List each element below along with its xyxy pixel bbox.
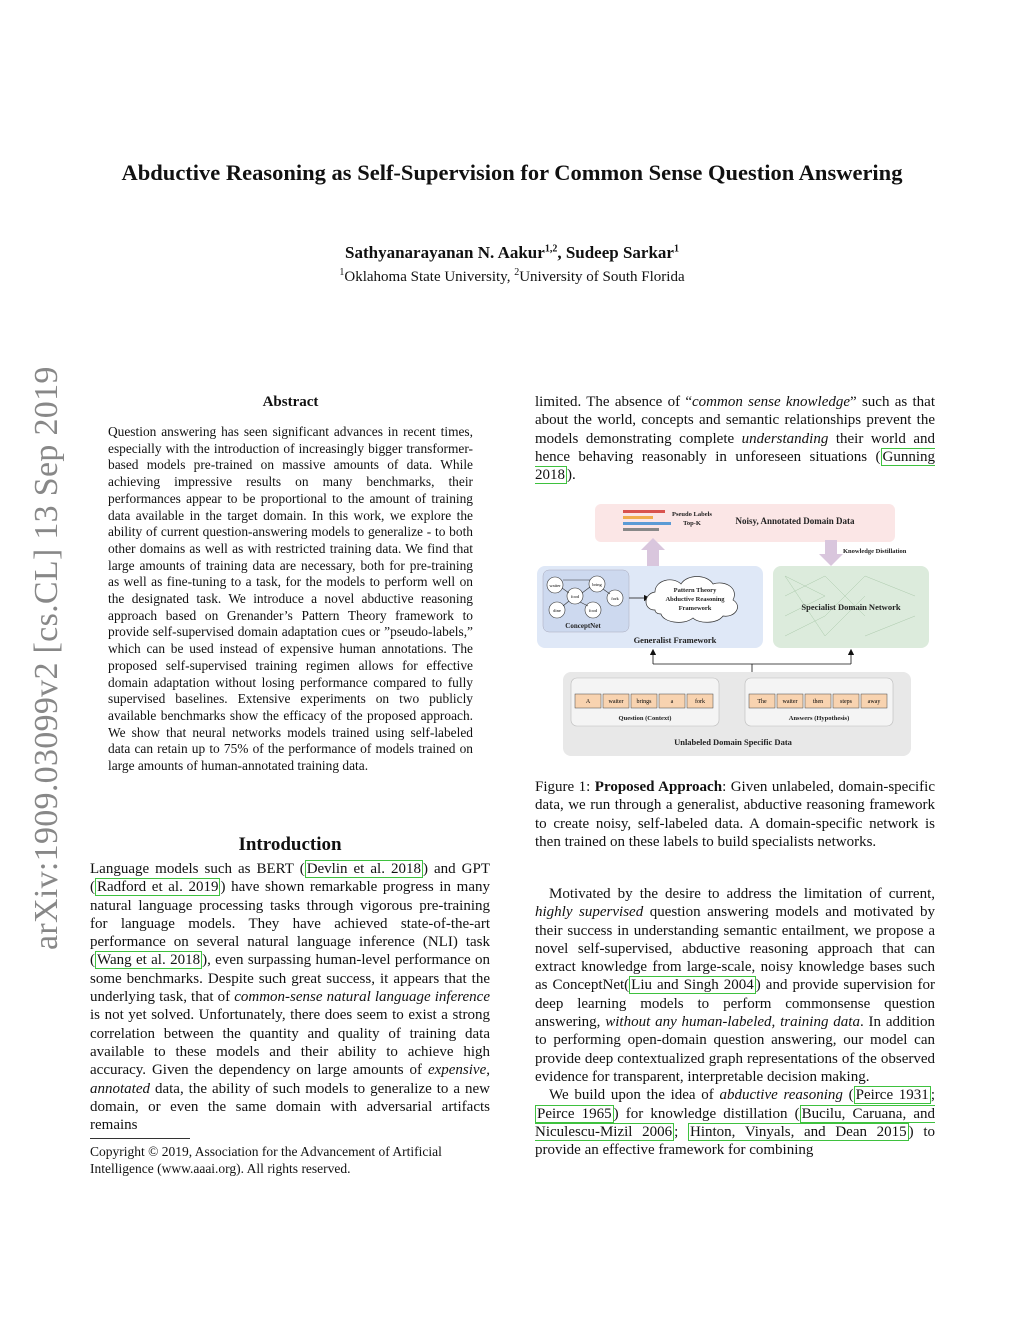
up-arrow: [641, 538, 665, 566]
abductive-reasoning-label: Abductive Reasoning: [665, 596, 725, 603]
affil-2-mark: 2: [514, 267, 520, 278]
conceptnet-label: ConceptNet: [565, 622, 601, 630]
graph-node-label: food: [588, 608, 598, 613]
author-1: Sathyanarayanan N. Aakur: [345, 243, 545, 262]
answer-label: Answers (Hypothesis): [788, 715, 850, 722]
author-2-affil: 1: [673, 243, 679, 255]
label-bar-4: [623, 528, 659, 531]
author-2: Sudeep Sarkar: [565, 243, 674, 262]
citation-link[interactable]: Radford et al. 2019: [97, 879, 219, 896]
citation-link[interactable]: Wang et al. 2018: [97, 952, 201, 969]
noisy-data-label: Noisy, Annotated Domain Data: [735, 516, 855, 526]
token: The: [757, 699, 767, 705]
affil-1: Oklahoma State University,: [344, 269, 515, 285]
pseudo-labels-label: Pseudo Labels: [672, 511, 712, 518]
token: A: [585, 699, 591, 705]
pattern-theory-label: Pattern Theory: [673, 587, 717, 594]
down-arrow: [819, 540, 843, 566]
author-separator: ,: [557, 243, 566, 262]
citation-link[interactable]: Peirce 1965: [537, 1105, 612, 1122]
graph-node-label: waiter: [549, 583, 561, 588]
label-bar-1: [623, 510, 665, 513]
token: brings: [636, 699, 652, 705]
label-bar-2: [623, 516, 653, 519]
right-column-body: [535, 885, 935, 1159]
unlabeled-data-label: Unlabeled Domain Specific Data: [674, 737, 792, 747]
citation-link[interactable]: Liu and Singh 2004: [631, 977, 754, 994]
token: waiter: [782, 699, 798, 705]
citation-link[interactable]: Hinton, Vinyals, and Dean 2015: [690, 1123, 907, 1140]
graph-node-label: fork: [611, 596, 619, 601]
author-line: [0, 243, 1024, 263]
citation-link[interactable]: Peirce 1931: [855, 1087, 929, 1104]
copyright-symbol: ©: [148, 1144, 159, 1159]
affil-2: University of South Florida: [519, 269, 685, 285]
paper-title: Abductive Reasoning as Self-Supervision for Common Sense Question Answering: [121, 160, 903, 185]
specialist-network-label: Specialist Domain Network: [801, 602, 901, 612]
affiliations: [0, 267, 1024, 286]
figure-1-diagram: [535, 500, 935, 762]
introduction-text: Language models such as BERT ( Devlin et al. 2018 ) and GPT ( Radford et al. 2019 ) have shown remarkable progress in many natural language processing tasks through vigorous pre-training for language models. They have achieved state-of-the-art performance on several natural language inference (NLI) task ( Wang et al. 2018 ), even surpassing human-level performance on some benchmarks. Despite such great success, it appears that the underlying task, that of common-sense natural language inference is not yet solved. Unfortunately, there does seem to exist a strong correlation between the quantity and quality of training data available to these models and their ability to achieve high accuracy. Given the dependency on large amounts of expensive, annotated data, the ability of such models to generalize to a new domain, or even the same domain with adversarial artifacts remains: [90, 861, 490, 1134]
graph-node-label: bring: [592, 582, 602, 587]
graph-node-label: food: [570, 594, 580, 599]
question-tokens: [575, 694, 713, 708]
footnote-rule: [90, 1138, 190, 1139]
paragraph: Motivated by the desire to address the limitation of current, highly supervised question answering models and motivated by their success in understanding semantic entailment, we propose a novel self-supervised, abductive reasoning approach that can extract knowledge from large-scale, noisy knowledge bases such as ConceptNet( Liu and Singh 2004 ) and provide supervision for deep learning models to perform commonsense question answering, without any human-labeled, training data. In addition to performing open-domain question answering, our model can provide deep contextualized graph representations of the observed evidence for transparent, interpretable decision making.: [535, 886, 936, 1085]
graph-node-label: dine: [553, 608, 561, 613]
figure-caption: Figure 1: Proposed Approach: Given unlabeled, domain-specific data, we run through a generalist, abductive reasoning framework to create noisy, self-labeled data. A domain-specific network is then trained on these labels to build specialists networks.: [535, 779, 935, 850]
abstract-text: Question answering has seen significant advances in recent times, especially with the introduction of increasingly bigger transformer-based models pre-trained on massive amounts of data. While achieving impressive results on many benchmarks, their performances appear to be proportional to the amount of training data available in the target domain. In this work, we explore the ability of current question-answering models to generalize - to both other domains as well as with restricted training data. We find that large amounts of training data are necessary, both for pre-training as well as fine-tuning to a task, for the models to perform well on the designated task. We introduce a novel abductive reasoning approach based on Grenander’s Pattern Theory framework to provide self-supervised domain adaptation cues or ”pseudo-labels,” which can be used instead of expensive human annotations. The proposed self-supervised training regimen allows for effective domain adaptation without losing performance compared to fully supervised baselines. Extensive experiments on two publicly available benchmarks show the efficacy of the proposed approach. We show that neural networks models trained using self-labeled data can retain up to 75% of the performance of models trained on large amounts of human-annotated training data.: [108, 424, 473, 774]
answer-tokens: [749, 694, 887, 708]
arxiv-stamp: arXiv:1909.03099v2 [cs.CL] 13 Sep 2019: [28, 366, 65, 950]
framework-label: Framework: [678, 605, 712, 612]
label-bar-3: [623, 522, 671, 525]
token: then: [812, 699, 824, 705]
token: waiter: [608, 699, 624, 705]
question-label: Question (Context): [618, 715, 672, 722]
token: away: [867, 699, 881, 705]
introduction-heading: Introduction: [238, 834, 342, 855]
abstract-heading: Abstract: [262, 394, 319, 410]
token: steps: [840, 699, 852, 705]
citation-link[interactable]: Devlin et al. 2018: [306, 861, 421, 877]
topk-label: Top-K: [683, 520, 701, 527]
token: fork: [695, 699, 705, 705]
paragraph: We build upon the idea of abductive reasoning ( Peirce 1931 ; Peirce 1965 ) for knowledge distillation ( Bucilu, Caruana, and Niculescu-Mizil 2006 ; Hinton, Vinyals, and Dean 2015 ) to provide an effective framework for combining: [535, 1087, 935, 1159]
affil-1-mark: 1: [339, 267, 345, 278]
token: a: [670, 699, 674, 705]
citation-link[interactable]: Gunning 2018: [535, 448, 935, 484]
author-1-affil: 1,2: [544, 243, 558, 255]
generalist-framework-label: Generalist Framework: [633, 635, 717, 645]
copyright-footnote: Copyright © 2019, Association for the Advancement of Artificial Intelligence (www.aaai.org). All rights reserved.: [90, 1144, 442, 1176]
citation-link[interactable]: Bucilu, Caruana, and Niculescu-Mizil 2006: [535, 1105, 935, 1140]
right-column-intro: limited. The absence of “common sense knowledge” such as that about the world, concepts and semantic relationships prevent the models demonstrating complete understanding their world and hence behaving reasonably in unforeseen situations ( Gunning 2018 ).: [535, 394, 936, 484]
knowledge-distillation-label: Knowledge Distillation: [843, 548, 907, 555]
